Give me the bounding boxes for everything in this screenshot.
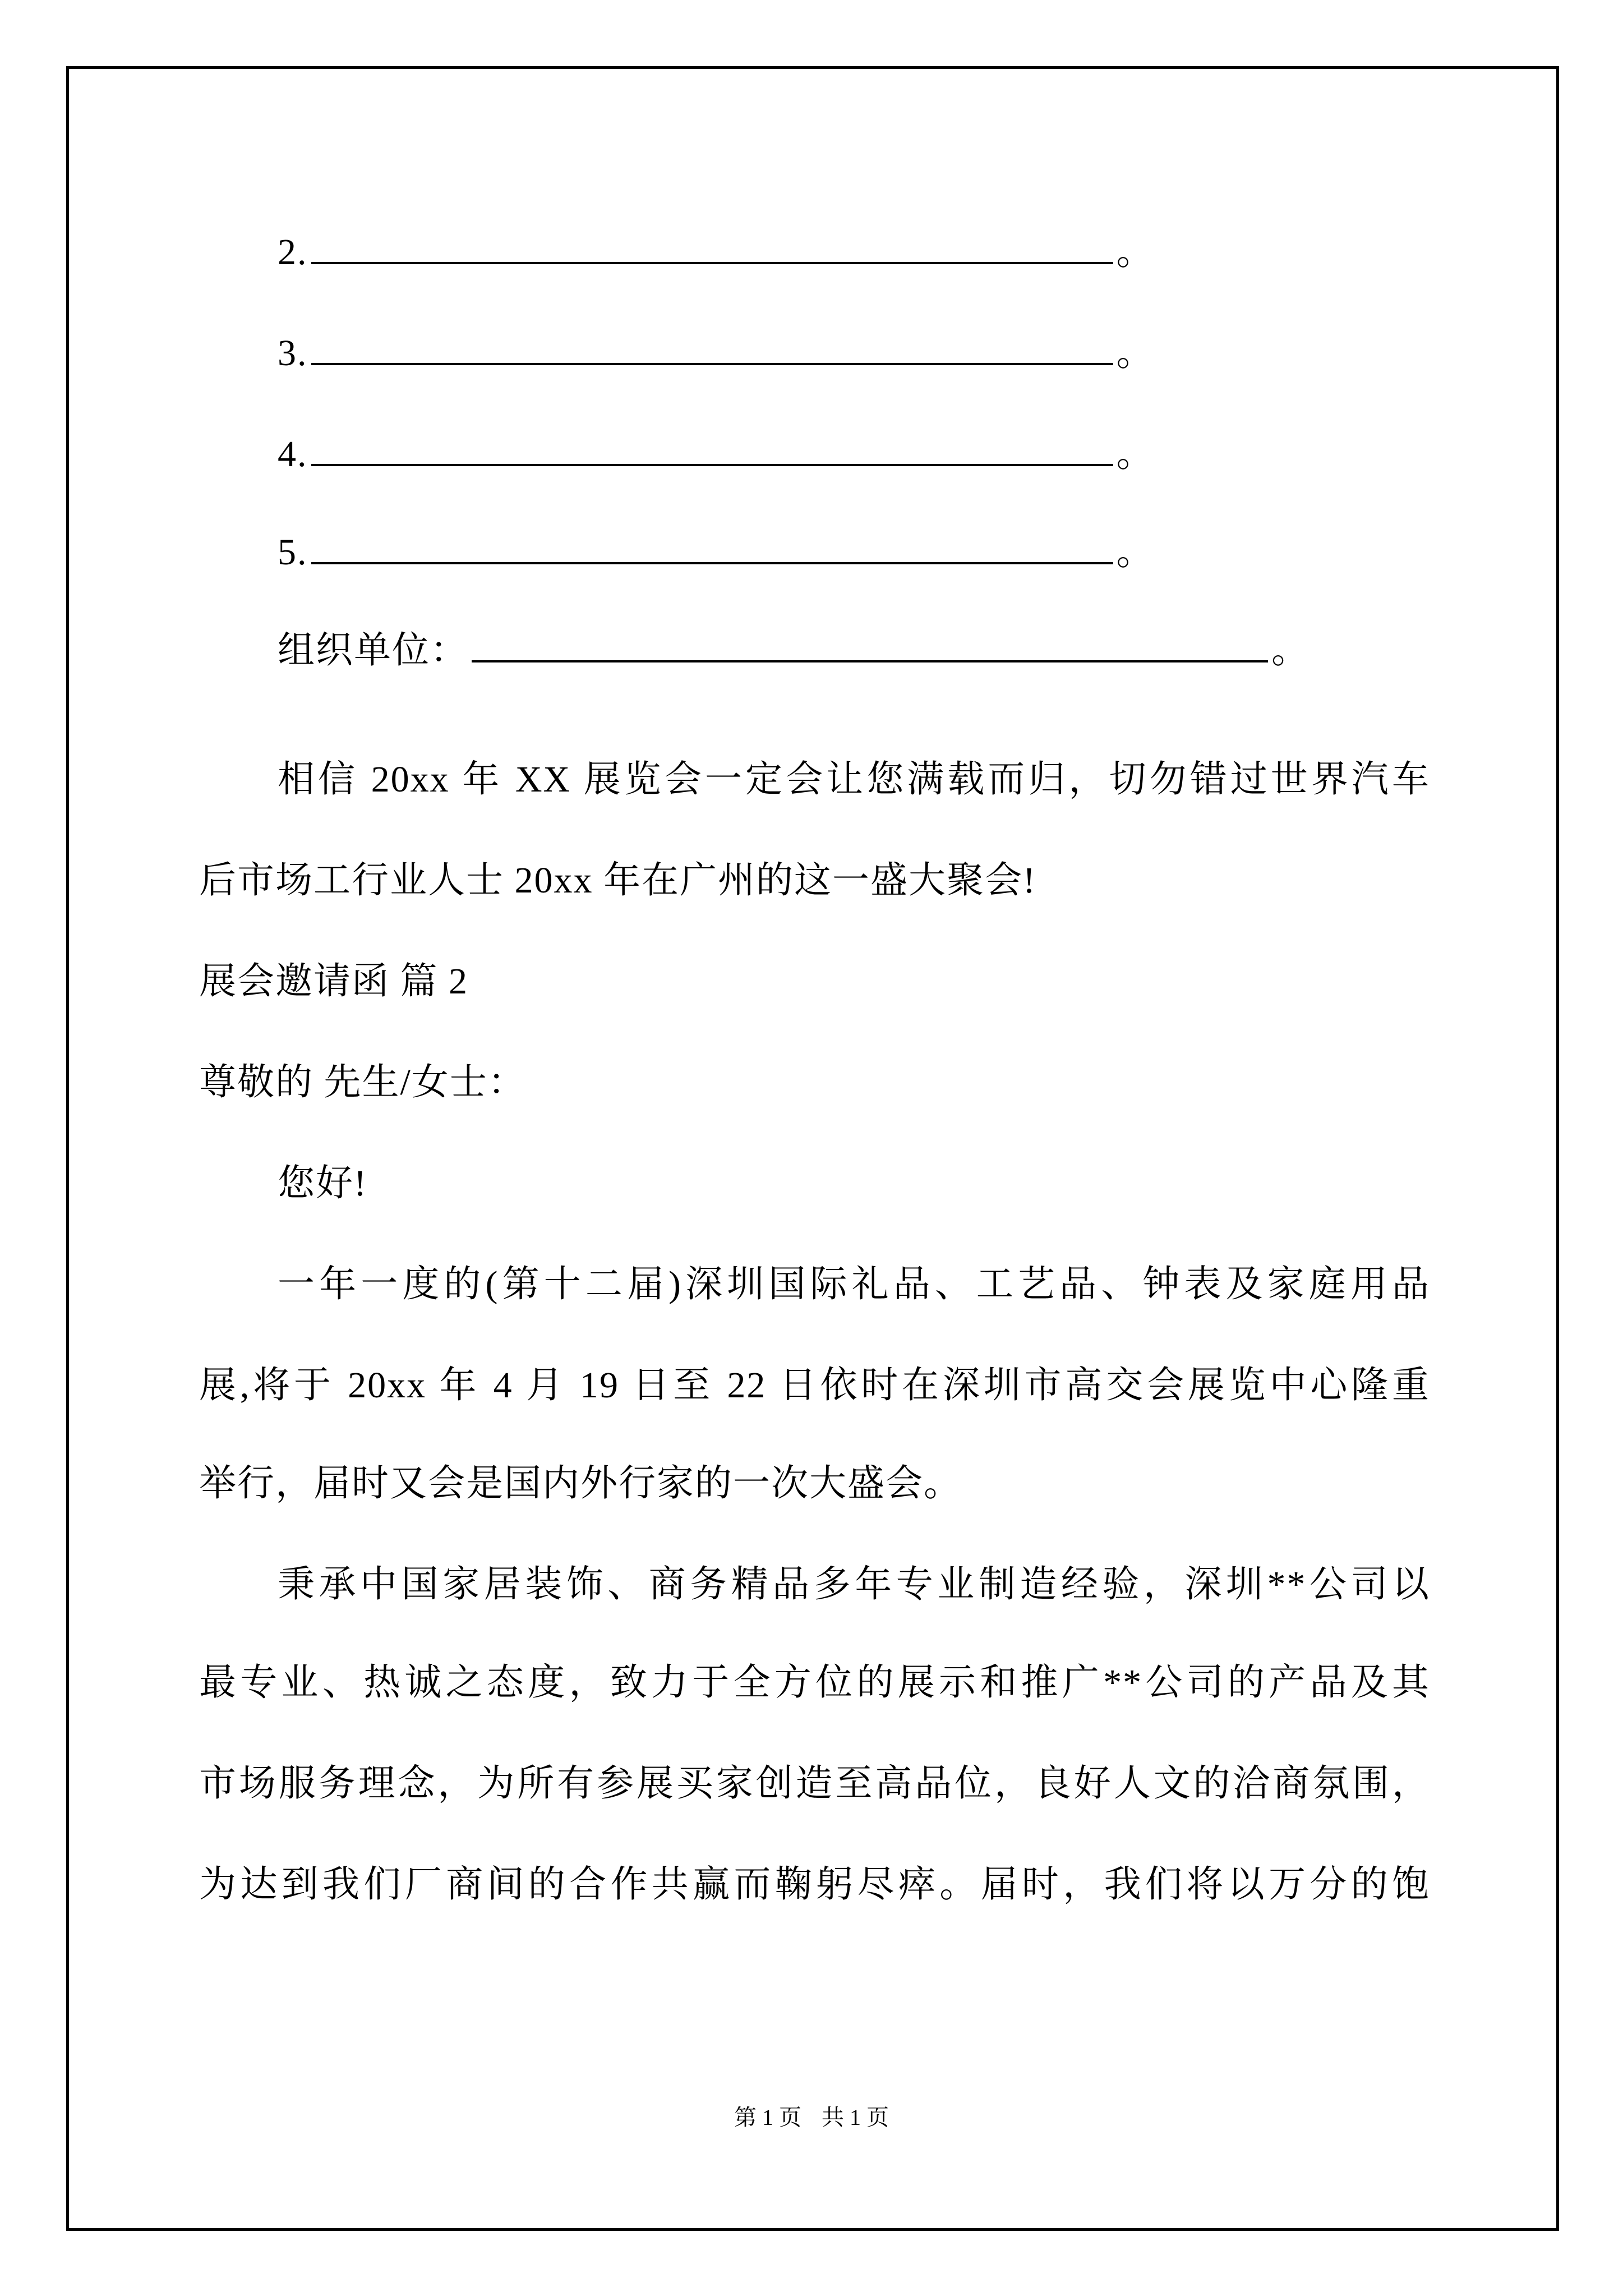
period: 。 xyxy=(1116,333,1155,374)
list-item xyxy=(278,331,1511,376)
greeting: 您好! xyxy=(278,1163,367,1204)
fill-in-blank xyxy=(311,334,1113,365)
section-title: 展会邀请函 篇 2 xyxy=(199,961,468,1002)
paragraph-line: 最专业、热诚之态度，致力于全方位的展示和推广**公司的产品及其 xyxy=(199,1662,1430,1703)
fill-in-blank xyxy=(311,233,1113,264)
paragraph-line: 市场服务理念，为所有参展买家创造至高品位，良好人文的洽商氛围， xyxy=(199,1763,1430,1804)
list-number: 2. xyxy=(278,232,308,273)
period: 。 xyxy=(1116,532,1155,573)
page-footer xyxy=(0,2104,1623,2132)
list-number: 5. xyxy=(278,532,308,573)
list-item xyxy=(278,432,1511,477)
paragraph-line: 举行，届时又会是国内外行家的一次大盛会。 xyxy=(199,1463,962,1504)
fill-in-blank xyxy=(311,435,1113,466)
period: 。 xyxy=(1271,630,1310,671)
organizer-line xyxy=(278,628,1511,673)
total-pages: 共 1 页 xyxy=(822,2105,889,2130)
current-page: 第 1 页 xyxy=(734,2105,801,2130)
organizer-label: 组织单位： xyxy=(278,630,468,671)
fill-in-blank xyxy=(472,631,1268,662)
paragraph-line: 后市场工行业人士 20xx 年在广州的这一盛大聚会! xyxy=(199,860,1036,901)
list-number: 3. xyxy=(278,333,308,374)
paragraph-line: 展,将于 20xx 年 4 月 19 日至 22 日依时在深圳市高交会展览中心隆重 xyxy=(199,1365,1430,1406)
paragraph-line: 相信 20xx 年 XX 展览会一定会让您满载而归，切勿错过世界汽车 xyxy=(278,759,1430,800)
fill-in-blank xyxy=(311,533,1113,564)
paragraph-line: 秉承中国家居装饰、商务精品多年专业制造经验，深圳**公司以 xyxy=(278,1564,1430,1605)
list-item xyxy=(278,230,1511,275)
period: 。 xyxy=(1116,434,1155,475)
list-item xyxy=(278,530,1511,575)
list-number: 4. xyxy=(278,434,308,475)
salutation: 尊敬的 先生/女士： xyxy=(199,1062,526,1103)
paragraph-line: 为达到我们厂商间的合作共赢而鞠躬尽瘁。届时，我们将以万分的饱 xyxy=(199,1864,1430,1905)
paragraph-line: 一年一度的(第十二届)深圳国际礼品、工艺品、钟表及家庭用品 xyxy=(278,1264,1430,1305)
period: 。 xyxy=(1116,232,1155,273)
